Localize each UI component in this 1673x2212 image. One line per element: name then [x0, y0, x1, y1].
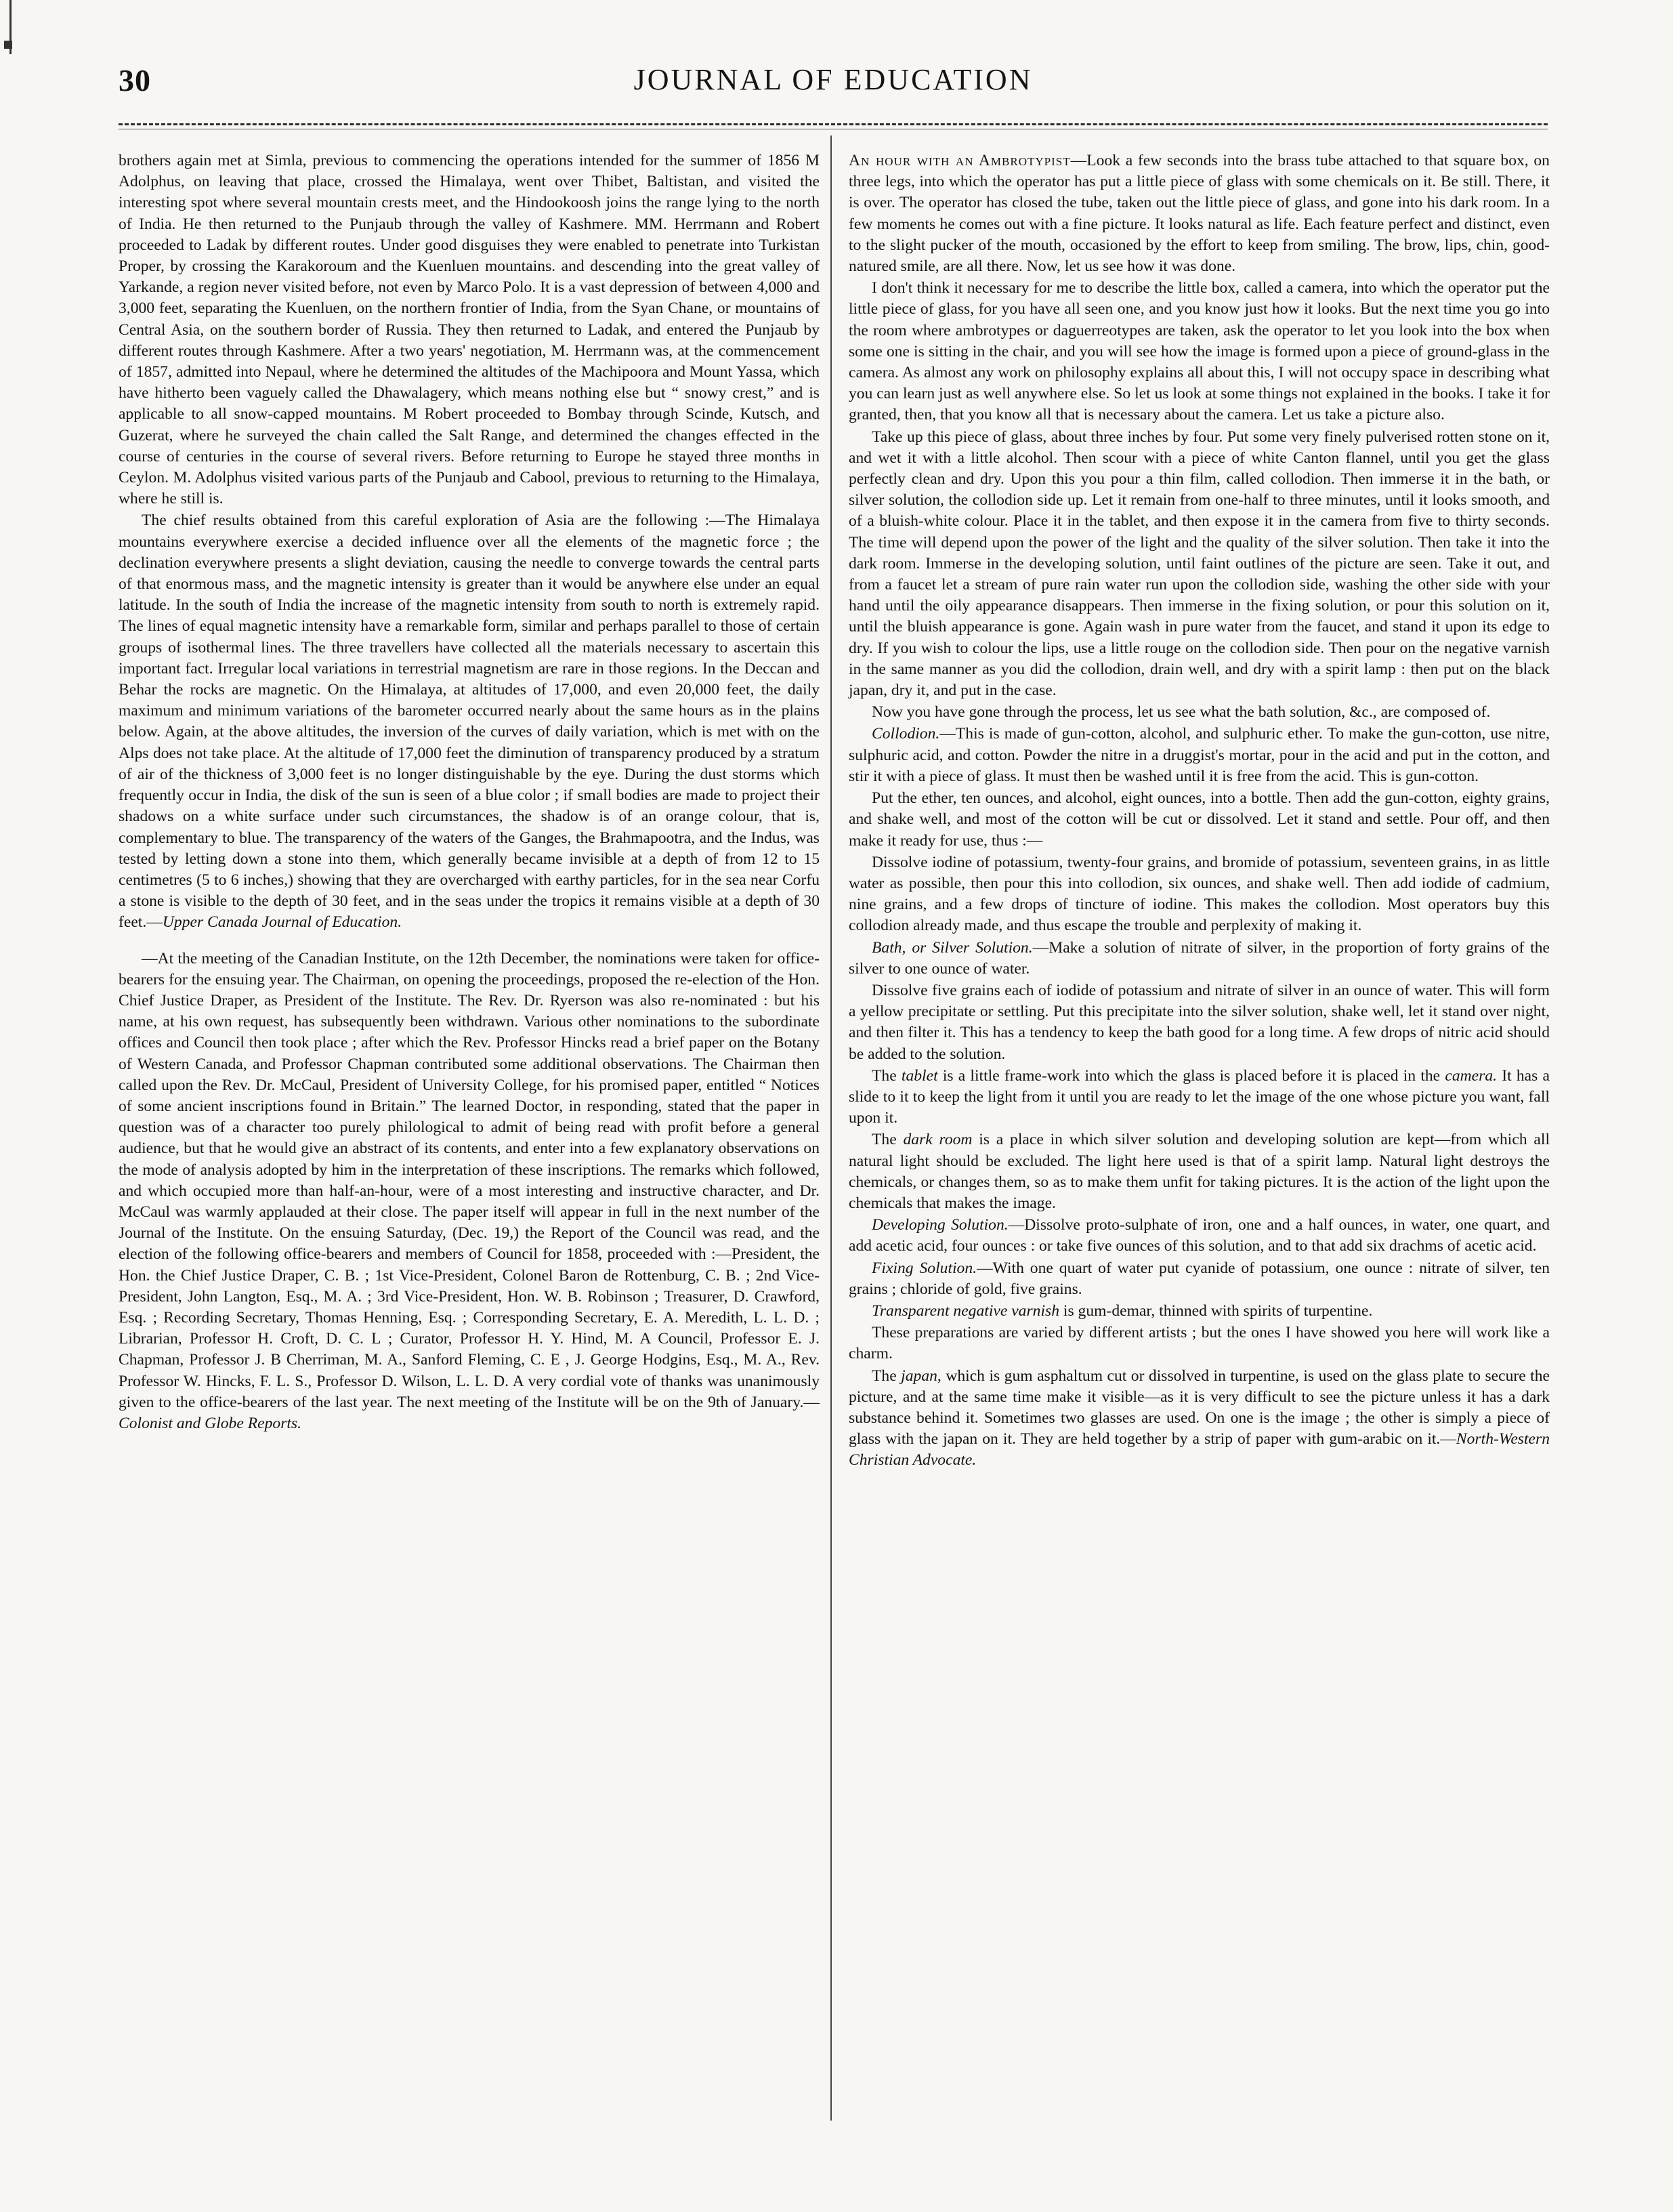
term: japan, — [901, 1366, 941, 1385]
text-run: The — [872, 1066, 897, 1085]
right-column — [849, 150, 1550, 1472]
journal-title: JOURNAL OF EDUCATION — [633, 63, 1033, 96]
text-run: is a place in which silver solution and developing solution are kept—from which all natural light should be excluded. The light here used is that of a spirit lamp. Natural light destroys the chemicals, or changes them, so as to make them unfit for taking pictures. It is the action of the light upon the chemicals that makes the image. — [849, 1131, 1550, 1212]
text-run: The — [872, 1131, 897, 1149]
term-heading: Bath, or Silver Solution. — [872, 938, 1033, 957]
text-run: is a little frame-work into which the glass is placed before it is placed in the — [942, 1066, 1441, 1085]
page-header — [119, 62, 1548, 110]
paragraph-precipitate: Dissolve five grains each of iodide of potassium and nitrate of silver in an ounce of water. This will form a yellow precipitate or settling. Put this precipitate into the silver solution, shake well, let it stand over night, and then filter it. This has a tendency to keep the bath good for a long time. A few drops of nitric acid should be added to the solution. — [849, 981, 1550, 1063]
left-column — [119, 150, 820, 1435]
article-heading: An hour with an Ambrotypist — [849, 152, 1071, 169]
binding-mark — [4, 41, 12, 49]
term-heading: Collodion. — [872, 725, 940, 743]
paragraph-ambrotypist-intro — [849, 150, 1550, 277]
paragraph-text: —With one quart of water put cyanide of potassium, one ounce : nitrate of silver, ten grains ; chloride of gold, five grains. — [849, 1259, 1550, 1298]
term-heading: Transparent negative varnish — [872, 1301, 1059, 1320]
paragraph-text: is gum-demar, thinned with spirits of turpentine. — [1063, 1301, 1373, 1320]
text-run: The — [872, 1366, 897, 1385]
paragraph-text: —Dissolve proto-sulphate of iron, one and a half ounces, in water, one quart, and add acetic acid, four ounces : or take five ounces of this solution, and to that add six drachms of acetic acid. — [849, 1216, 1550, 1255]
header-rule — [119, 123, 1548, 125]
paragraph-japan — [849, 1366, 1550, 1472]
paragraph-process: Take up this piece of glass, about three inches by four. Put some very finely pulverised rotten stone on it, and wet it with a little alcohol. Then scour with a piece of white Canton flannel, until you get the glass perfectly clean and dry. Upon this you pour a thin film, called collodion. Then immerse it in the bath, or silver solution, the collodion side up. Let it remain from one-half to three minutes, until it looks smooth, and of a bluish-white colour. Place it in the tablet, and then expose it in the camera from five to thirty seconds. The time will depend upon the power of the light and the quality of the silver solution. Then take it into the dark room. Immerse in the developing solution, until faint outlines of the picture are seen. Take it out, and from a faucet let a stream of pure rain water run upon the collodion side, washing the other side with your hand until the oily appearance disappears. Then immerse in the fixing solution, or pour this solution on it, until the bluish appearance is gone. Again wash in pure water from the faucet, and stand it upon its edge to dry. If you wish to colour the lips, use a little rouge on the collodion side. Then pour on the negative varnish in the same manner as you did the collodion, drain well, and dry with a spirit lamp : then put on the black japan, dry it, and put in the case. — [849, 427, 1550, 700]
paragraph-canadian-institute — [119, 948, 820, 1435]
paragraph-camera: I don't think it necessary for me to describe the little box, called a camera, into which the operator put the little piece of glass, for you have all seen one, and you know just how it looks. But the next time you go into the room where ambrotypes or daguerreotypes are taken, ask the operator to let you look into the box when some one is sitting in the chair, and you will see how the image is formed upon a piece of ground-glass in the camera. As almost any work on philosophy explains all about this, I will not occupy space in describing what you can learn just as well anywhere else. So let us look at some things not explained in the books. I take it for granted, then, that you know all that is necessary about the camera. Let us take a picture also. — [849, 279, 1550, 424]
paragraph-dark-room — [849, 1129, 1550, 1214]
paragraph-text: —At the meeting of the Canadian Institute, on the 12th December, the nominations were taken for office-bearers for the ensuing year. The Chairman, on opening the proceedings, proposed the re-election of the Hon. Chief Justice Draper, as President of the Institute. The Rev. Dr. Ryerson was also re-nominated : but his name, at his own request, has subsequently been withdrawn. Various other nominations to the subordinate offices and Council then took place ; after which the Rev. Professor Hincks read a brief paper on the Botany of Western Canada, and Professor Chapman contributed some additional observations. The Chairman then called upon the Rev. Dr. McCaul, President of University College, for his promised paper, entitled “ Notices of some ancient inscriptions found in Britain.” The learned Doctor, in responding, stated that the paper in question was of a character too purely philological to admit of being read with profit before a general audience, but that he would give an abstract of its contents, and enter into a few explanatory observations on the mode of analysis adopted by him in the interpretation of these inscriptions. The remarks which followed, and which occupied more than half-an-hour, were of a most interesting and instructive character, and Dr. McCaul was warmly applauded at their close. The paper itself will appear in full in the next number of the Journal of the Institute. On the ensuing Saturday, (Dec. 19,) the Report of the Council was read, and the election of the following office-bearers and members of Council for 1858, proceeded with :—President, the Hon. the Chief Justice Draper, C. B. ; 1st Vice-President, Colonel Baron de Rottenburg, C. B. ; 2nd Vice-President, John Langton, Esq., M. A. ; 3rd Vice-President, Hon. W. B. Robinson ; Treasurer, D. Crawford, Esq. ; Recording Secretary, Thomas Henning, Esq. ; Corresponding Secretary, E. A. Meredith, L. L. D. ; Librarian, Professor H. Croft, D. C. L ; Curator, Professor H. Y. Hind, M. A Council, Professor E. J. Chapman, Professor J. B Cherriman, M. A., Sanford Fleming, C. E , J. George Hodgins, Esq., M. A., Rev. Professor W. Hincks, F. L. S., Professor D. Wilson, L. L. D. A very cordial vote of thanks was unanimously given to the office-bearers of the last year. The next meeting of the Institute will be on the 9th of January.— — [119, 949, 820, 1411]
term: dark room — [903, 1131, 973, 1149]
term: tablet — [901, 1066, 938, 1085]
paragraph-text: —Look a few seconds into the brass tube attached to that square box, on three legs, into which the operator has put a little piece of glass with some chemicals on it. Be still. There, it is over. The operator has closed the tube, taken out the little piece of glass, and gone into his dark room. In a few moments he comes out with a fine picture. It looks natural as life. Each feature perfect and distinct, even to the slight pucker of the mouth, occasioned by the effort to keep from smiling. The brow, lips, chin, good-natured smile, are all there. Now, let us see how it was done. — [849, 152, 1550, 276]
paragraph-collodion — [849, 724, 1550, 787]
paragraph-composition-intro: Now you have gone through the process, let us see what the bath solution, &c., are composed of. — [872, 703, 1491, 722]
term-heading: Developing Solution. — [872, 1216, 1009, 1234]
term-heading: Fixing Solution. — [872, 1259, 977, 1277]
text-run: It has a slide to it to keep the light from it until you are ready to let the image of the one whose picture you want, fall upon it. — [849, 1066, 1550, 1127]
source-citation: Colonist and Globe Reports. — [119, 1414, 302, 1432]
paragraph-tablet — [849, 1066, 1550, 1129]
paragraph-fixing — [849, 1258, 1550, 1300]
source-citation: North-Western Christian Advocate. — [849, 1430, 1550, 1469]
column-divider — [830, 135, 832, 2121]
paragraph-bath — [849, 938, 1550, 980]
paragraph-developing — [849, 1215, 1550, 1257]
paragraph-exploration-continued: brothers again met at Simla, previous to commencing the operations intended for the summer of 1856 M Adolphus, on leaving that place, crossed the Himalaya, went over Thibet, Baltistan, and visited the interesting spot where several mountain crests meet, and the Hindookoosh joins the range lying to the north of India. He then returned to the Punjaub through the valley of Kashmere. MM. Herrmann and Robert proceeded to Ladak by different routes. Under good disguises they were enabled to penetrate into Turkistan Proper, by crossing the Karakoroum and the Kuenluen mountains. and descending into the great valley of Yarkande, a region never visited before, not even by Marco Polo. It is a vast depression of between 4,000 and 3,000 feet, separating the Kuenluen, on the northern frontier of India, from the Syan Chane, or mountains of Central Asia, on the southern border of Russia. They then returned to Ladak, and entered the Punjaub by different routes through Kashmere. After a two years' negotiation, M. Herrmann was, at the commencement of 1857, admitted into Nepaul, where he determined the altitudes of the Machipoora and Mount Yassa, which have hitherto been vaguely called the Dhawalagery, which means nothing else but “ snowy crest,” and is applicable to all snow-capped mountains. M Robert proceeded to Bombay through Scinde, Kutsch, and Guzerat, where he surveyed the chain called the Salt Range, and determined the changes effected in the course of centuries in the course of several rivers. Before returning to Europe he stayed three months in Ceylon. M. Adolphus visited various parts of the Punjaub and Cabool, previous to returning to the Himalaya, where he still is. — [119, 152, 820, 508]
paragraph-text: —Make a solution of nitrate of silver, in the proportion of forty grains of the silver to one ounce of water. — [849, 938, 1550, 978]
page-number: 30 — [119, 63, 151, 98]
paragraph-text: —This is made of gun-cotton, alcohol, and sulphuric ether. To make the gun-cotton, use nitre, sulphuric acid, and cotton. Powder the nitre in a druggist's mortar, pour in the acid and put in the cotton, and stir it with a piece of glass. It must then be washed until it is free from the acid. This is gun-cotton. — [849, 725, 1550, 785]
text-run: which is gum asphaltum cut or dissolved in turpentine, is used on the glass plate to secure the picture, and at the same time make it visible—as it is very difficult to see the picture unless it has a dark substance behind it. Sometimes two glasses are used. On one is the image ; the other is simply a piece of glass with the japan on it. They are held together by a strip of paper with gum-arabic on it.— — [849, 1366, 1550, 1448]
paragraph-varnish — [849, 1301, 1550, 1322]
paragraph-magnetic-results — [119, 510, 820, 933]
paragraph-text: The chief results obtained from this careful exploration of Asia are the following :—The Himalaya mountains everywhere exercise a decided influence over all the elements of the magnetic force ; the declination everywhere presents a slight deviation, causing the needle to converge towards the central parts of that enormous mass, and the magnetic intensity is greater than it would be anywhere else under an equal latitude. In the south of India the increase of the magnetic intensity from south to north is extremely rapid. The lines of equal magnetic intensity have a remarkable form, similar and perhaps parallel to those of certain groups of isothermal lines. The three travellers have collected all the materials necessary to ascertain this important fact. Irregular local variations in terrestrial magnetism are rare in those regions. In the Deccan and Behar the rocks are magnetic. On the Himalaya, at altitudes of 17,000, and even 20,000 feet, the daily maximum and minimum variations of the barometer occurred nearly about the same hours as in the plains below. Again, at the above altitudes, the inversion of the curves of daily variation, which is met with on the Alps does not take place. At the altitude of 17,000 feet the diminution of transparency produced by a stratum of air of the thickness of 3,000 feet is no longer distinguishable by the eye. During the dust storms which frequently occur in India, the disk of the sun is seen of a blue color ; if small bodies are made to project their shadows on a white surface under such circumstances, the shadow is of an orange colour, that is, complementary to blue. The transparency of the waters of the Ganges, the Brahmapootra, and the Indus, was tested by letting down a stone into them, which generally became invisible at a depth of from 12 to 15 centimetres (5 to 6 inches,) showing that they are overcharged with earthy particles, for in the sea near Corfu a stone is visible to the depth of 30 feet, and in the seas under the tropics it remains visible at a depth of 30 feet.— — [119, 512, 820, 932]
paragraph-ether: Put the ether, ten ounces, and alcohol, eight ounces, into a bottle. Then add the gun-cotton, eighty grains, and shake well, and most of the cotton will be cut or dissolved. Let it stand and settle. Pour off, and then make it ready for use, thus :— — [849, 789, 1550, 850]
paragraph-preparations: These preparations are varied by different artists ; but the ones I have showed you here will work like a charm. — [849, 1324, 1550, 1363]
paragraph-iodine: Dissolve iodine of potassium, twenty-four grains, and bromide of potassium, seventeen grains, in as little water as possible, then pour this into collodion, six ounces, and shake well. Then add iodide of cadmium, nine grains, and a few drops of tincture of iodine. This makes the collodion. Most operators buy this collodion already made, and thus escape the trouble and perplexity of making it. — [849, 853, 1550, 935]
source-citation: Upper Canada Journal of Education. — [162, 913, 402, 932]
term: camera. — [1445, 1066, 1498, 1085]
